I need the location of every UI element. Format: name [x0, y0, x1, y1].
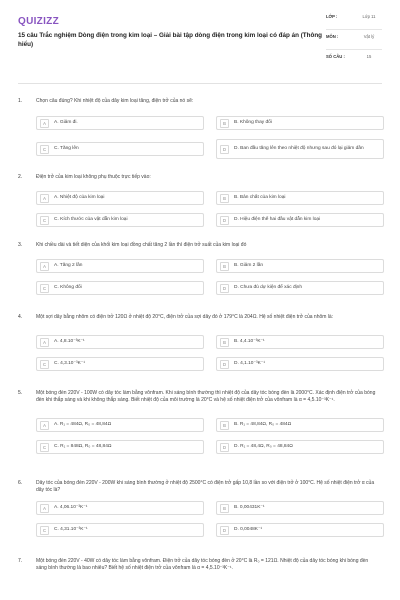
meta-count-row [326, 50, 382, 70]
option-text: C. Kích thước của vật dẫn kim loại [54, 217, 128, 222]
option-text: D. R₁ = 48,4Ω, R₀ = 48,84Ω [234, 444, 293, 449]
answer-option-d[interactable] [216, 281, 384, 295]
option-letter-badge: A [40, 338, 49, 347]
option-text: B. 0,00431K⁻¹ [234, 505, 265, 510]
option-text: C. 4,3.10⁻³K⁻¹ [54, 361, 85, 366]
option-letter-badge: C [40, 145, 49, 154]
answer-option-b[interactable] [216, 259, 384, 273]
option-text: D. Ban đầu tăng lên theo nhiệt độ nhưng sau đó lại giảm dần [234, 146, 364, 151]
meta-subject-row [326, 30, 382, 50]
option-letter-badge: A [40, 421, 49, 430]
answer-option-d[interactable] [216, 523, 384, 537]
question-text: Một bóng đèn 220V - 100W có dây tóc làm bằng vônfram. Khi sáng bình thường thì nhiệt độ của dây tóc bóng đèn là 2000°C. Xác định điện trở của bóng đèn khi thắp sáng và khi không thắp sáng. Biết nhiệt độ của môi trường là 20°C và hệ số nhiệt điện trở của vônfram là α = 4,5.10⁻³K⁻¹. [36, 390, 376, 403]
option-letter-badge: A [40, 504, 49, 513]
meta-count-value: 15 [366, 54, 372, 59]
option-text: A. Tăng 2 lần [54, 263, 83, 268]
option-letter-badge: C [40, 360, 49, 369]
option-letter-badge: D [220, 360, 229, 369]
option-letter-badge: A [40, 194, 49, 203]
answer-option-a[interactable] [36, 191, 204, 205]
answer-option-a[interactable] [36, 116, 204, 130]
answer-option-d[interactable] [216, 213, 384, 227]
answer-option-d[interactable] [216, 357, 384, 371]
question-text: Chọn câu đúng? Khi nhiệt độ của dây kim loại tăng, điện trở của nó sẽ: [36, 98, 194, 104]
answer-option-c[interactable] [36, 142, 204, 156]
question-text: Dây tóc của bóng đèn 220V - 200W khi sáng bình thường ở nhiệt độ 2500°C có điện trở gấp 10,8 lần so với điện trở ở 100°C. Hệ số nhiệt điện trở α của dây tóc là? [36, 480, 375, 493]
question-number: 7. [18, 558, 23, 564]
meta-count-label: SỐ CÂU : [326, 54, 345, 59]
option-letter-badge: B [220, 194, 229, 203]
answer-option-b[interactable] [216, 501, 384, 515]
meta-subject-label: MÔN : [326, 34, 339, 39]
question-number: 1. [18, 98, 23, 104]
option-text: C. Tăng lên [54, 146, 79, 151]
option-letter-badge: B [220, 119, 229, 128]
option-letter-badge: C [40, 284, 49, 293]
option-letter-badge: D [220, 284, 229, 293]
quiz-meta-panel [326, 10, 382, 70]
answer-option-a[interactable] [36, 501, 204, 515]
answer-option-b[interactable] [216, 116, 384, 130]
option-text: B. Không thay đổi [234, 120, 272, 125]
answer-option-c[interactable] [36, 357, 204, 371]
quiz-header [18, 0, 382, 84]
meta-subject-value: Vật lý [363, 34, 375, 39]
answer-option-a[interactable] [36, 418, 204, 432]
question-number: 5. [18, 390, 23, 396]
option-text: B. Bản chất của kim loại [234, 195, 286, 200]
meta-class-value: Lớp 11 [362, 14, 376, 19]
option-letter-badge: C [40, 443, 49, 452]
question-number: 4. [18, 314, 23, 320]
question-text: Điện trở của kim loại không phụ thuộc trực tiếp vào: [36, 174, 151, 180]
option-letter-badge: C [40, 216, 49, 225]
option-text: A. Nhiệt độ của kim loại [54, 195, 105, 200]
option-letter-badge: C [40, 526, 49, 535]
answer-option-c[interactable] [36, 281, 204, 295]
option-text: B. Giảm 2 lần [234, 263, 264, 268]
option-letter-badge: B [220, 504, 229, 513]
option-text: C. Không đổi [54, 285, 82, 290]
question-text: Một bóng đèn 220V - 40W có dây tóc làm bằng vônfram. Điện trở của dây tóc bóng đèn ở 20°C là R₀ = 121Ω. Nhiệt độ của dây tóc bóng khi bóng đèn sáng bình thường là bao nhiêu? Biết hệ số nhiệt điện trở của vônfram là α = 4,5.10⁻³K⁻¹. [36, 558, 369, 571]
option-letter-badge: D [220, 526, 229, 535]
option-text: B. 4,4.10⁻³K⁻¹ [234, 339, 265, 344]
question-number: 3. [18, 242, 23, 248]
question-text: Khi chiều dài và tiết diện của khối kim loại đồng chất tăng 2 lần thì điện trở suất của kim loại đó [36, 242, 247, 248]
question-text: Một sợi dây bằng nhôm có điện trở 120Ω ở nhiệt độ 20°C, điện trở của sợi dây đó ở 179°C là 204Ω. Hệ số nhiệt điện trở của nhôm là: [36, 314, 334, 320]
option-letter-badge: D [220, 145, 229, 154]
option-letter-badge: D [220, 443, 229, 452]
option-text: A. Giảm đi. [54, 120, 78, 125]
option-letter-badge: B [220, 338, 229, 347]
answer-option-c[interactable] [36, 213, 204, 227]
option-letter-badge: B [220, 421, 229, 430]
option-text: C. R₁ = 848Ω, R₀ = 48,84Ω [54, 444, 112, 449]
answer-option-a[interactable] [36, 335, 204, 349]
answer-option-d[interactable] [216, 440, 384, 454]
quiz-title: 15 câu Trắc nghiệm Dòng điện trong kim loại – Giải bài tập dòng điện trong kim loại có đáp án (Thông hiểu) [18, 32, 323, 48]
answer-option-c[interactable] [36, 523, 204, 537]
question-number: 2. [18, 174, 23, 180]
option-letter-badge: A [40, 119, 49, 128]
question-number: 6. [18, 480, 23, 486]
answer-option-b[interactable] [216, 335, 384, 349]
option-text: B. R₁ = 48,84Ω, R₀ = 484Ω [234, 422, 292, 427]
option-text: A. 4,8.10⁻³K⁻¹ [54, 339, 85, 344]
answer-option-d[interactable] [216, 139, 384, 159]
answer-option-a[interactable] [36, 259, 204, 273]
answer-option-b[interactable] [216, 418, 384, 432]
meta-class-row [326, 10, 382, 30]
quizizz-logo: QUIZIZZ [18, 16, 59, 27]
option-text: A. R₁ = 484Ω, R₀ = 48,84Ω [54, 422, 112, 427]
option-text: D. Chưa đủ dự kiện để xác định [234, 285, 303, 290]
answer-option-b[interactable] [216, 191, 384, 205]
option-letter-badge: A [40, 262, 49, 271]
option-letter-badge: B [220, 262, 229, 271]
option-text: D. 0,0048K⁻¹ [234, 527, 263, 532]
meta-class-label: LỚP : [326, 14, 338, 19]
option-text: A. 4,06.10⁻³K⁻¹ [54, 505, 88, 510]
option-text: D. Hiệu điện thế hai đầu vật dẫn kim loại [234, 217, 321, 222]
option-letter-badge: D [220, 216, 229, 225]
answer-option-c[interactable] [36, 440, 204, 454]
option-text: C. 4,31.10⁻³K⁻¹ [54, 527, 88, 532]
option-text: D. 4,1.10⁻³K⁻¹ [234, 361, 265, 366]
